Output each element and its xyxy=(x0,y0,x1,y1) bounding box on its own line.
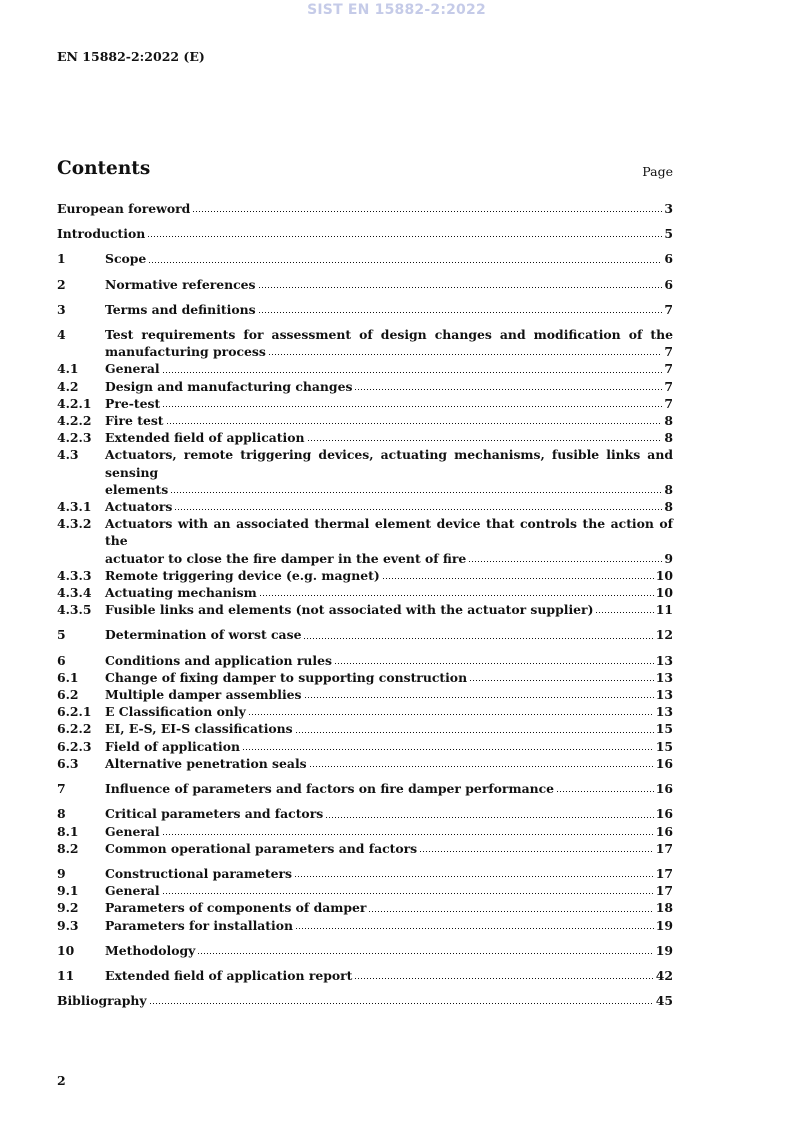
toc-entry[interactable] xyxy=(57,899,673,916)
toc-entry-number: 10 xyxy=(57,942,75,958)
toc-entry-number: 4.3.4 xyxy=(57,585,92,601)
toc-entry[interactable] xyxy=(57,865,673,882)
toc-entry-title: Common operational parameters and factors xyxy=(105,840,418,856)
toc-entry[interactable] xyxy=(57,780,673,797)
toc-entry-page: 13 xyxy=(655,687,673,703)
toc-entry-number: 1 xyxy=(57,251,66,267)
page-column-label: Page xyxy=(642,164,673,179)
toc-entry[interactable] xyxy=(57,395,673,412)
toc-entry-page: 11 xyxy=(655,602,673,618)
toc-entry-page: 45 xyxy=(655,993,673,1009)
document-identifier: EN 15882-2:2022 (E) xyxy=(57,49,205,64)
toc-entry-number: 4.2.1 xyxy=(57,395,92,411)
toc-entry-number: 9.1 xyxy=(57,883,79,899)
dot-leader xyxy=(259,594,654,597)
toc-entry[interactable] xyxy=(57,360,673,377)
dot-leader xyxy=(149,1002,654,1005)
toc-entry-page: 8 xyxy=(664,413,673,429)
toc-entry-title: European foreword xyxy=(57,201,191,216)
toc-entry-number: 8.2 xyxy=(57,840,79,856)
toc-entry-title: Critical parameters and factors xyxy=(105,806,324,822)
toc-entry-title: Fire test xyxy=(105,413,164,429)
toc-entry-title: Pre-test xyxy=(105,395,161,411)
toc-entry-page: 17 xyxy=(655,840,673,856)
dot-leader xyxy=(162,892,654,895)
toc-entry-page: 16 xyxy=(655,781,673,797)
toc-entry[interactable] xyxy=(57,942,673,959)
toc-entry-page: 6 xyxy=(664,251,673,267)
toc-entry-title-line: Actuators, remote triggering devices, actuating mechanisms, fusible links and sensing xyxy=(105,447,673,480)
toc-entry-number: 6.2.2 xyxy=(57,721,92,737)
toc-entry-title: Normative references xyxy=(105,276,256,292)
dot-leader xyxy=(382,577,654,580)
toc-entry-page: 12 xyxy=(655,627,673,643)
toc-entry-page: 13 xyxy=(655,704,673,720)
toc-entry-page: 7 xyxy=(664,395,673,411)
toc-entry-number: 8.1 xyxy=(57,823,79,839)
dot-leader xyxy=(248,713,654,716)
toc-entry[interactable] xyxy=(57,429,673,446)
toc-entry[interactable] xyxy=(57,703,673,720)
toc-entry-title: Fusible links and elements (not associated with the actuator supplier) xyxy=(105,602,594,618)
toc-entry-page: 42 xyxy=(655,967,673,983)
toc-entry-page: 7 xyxy=(664,301,673,317)
dot-leader xyxy=(303,637,653,640)
toc-entry[interactable] xyxy=(57,446,673,498)
dot-leader xyxy=(258,286,663,289)
toc-entry-number: 6.2.1 xyxy=(57,704,92,720)
toc-entry[interactable] xyxy=(57,515,673,567)
dot-leader xyxy=(469,679,654,682)
toc-entry-title: Terms and definitions xyxy=(105,301,256,317)
toc-entry-title: Conditions and application rules xyxy=(105,652,332,668)
toc-entry[interactable] xyxy=(57,200,673,217)
toc-entry-page: 7 xyxy=(664,378,673,394)
toc-entry-title: Actuating mechanism xyxy=(105,585,257,601)
toc-entry-title: Extended field of application xyxy=(105,430,305,446)
toc-entry-title: Remote triggering device (e.g. magnet) xyxy=(105,567,380,583)
toc-entry[interactable] xyxy=(57,626,673,643)
toc-entry-number: 6.2.3 xyxy=(57,738,92,754)
toc-entry-page: 8 xyxy=(664,430,673,446)
toc-entry-title: actuator to close the fire damper in the event of fire xyxy=(105,550,467,566)
dot-leader xyxy=(166,422,663,425)
toc-entry-number: 4.2.2 xyxy=(57,413,92,429)
toc-entry[interactable] xyxy=(57,250,673,267)
toc-entry-page: 3 xyxy=(664,201,673,216)
toc-entry-title: Bibliography xyxy=(57,993,147,1009)
toc-entry-page: 13 xyxy=(655,652,673,668)
toc-entry-page: 16 xyxy=(655,806,673,822)
toc-entry-title: Parameters of components of damper xyxy=(105,900,367,916)
toc-entry-page: 13 xyxy=(655,669,673,685)
toc-entry[interactable] xyxy=(57,412,673,429)
dot-leader xyxy=(295,927,654,930)
toc-entry-page: 18 xyxy=(655,900,673,916)
toc-entry-page: 15 xyxy=(655,738,673,754)
table-of-contents xyxy=(57,200,673,1009)
dot-leader xyxy=(242,748,654,751)
toc-entry-page: 7 xyxy=(664,344,673,360)
toc-entry-title: EI, E-S, EI-S classifications xyxy=(105,721,293,737)
toc-entry-page: 19 xyxy=(655,917,673,933)
toc-entry-number: 9.2 xyxy=(57,900,79,916)
toc-entry[interactable] xyxy=(57,840,673,857)
toc-entry[interactable] xyxy=(57,720,673,737)
toc-entry[interactable] xyxy=(57,992,673,1009)
toc-entry-number: 4.2 xyxy=(57,378,79,394)
toc-entry-number: 11 xyxy=(57,967,75,983)
toc-entry-title: Field of application xyxy=(105,738,241,754)
toc-entry-page: 15 xyxy=(655,721,673,737)
dot-leader xyxy=(174,508,662,511)
toc-entry[interactable] xyxy=(57,967,673,984)
toc-entry-title: Constructional parameters xyxy=(105,865,293,881)
toc-entry[interactable] xyxy=(57,805,673,822)
toc-entry[interactable] xyxy=(57,882,673,899)
toc-entry-page: 5 xyxy=(664,226,673,242)
dot-leader xyxy=(354,388,662,391)
dot-leader xyxy=(192,210,662,213)
dot-leader xyxy=(304,696,654,699)
toc-entry-title: Extended field of application report xyxy=(105,967,353,983)
toc-entry[interactable] xyxy=(57,601,673,618)
dot-leader xyxy=(309,765,654,768)
toc-entry-title: E Classification only xyxy=(105,704,246,720)
dot-leader xyxy=(468,560,662,563)
toc-entry-number: 6.3 xyxy=(57,755,79,771)
toc-entry-page: 6 xyxy=(664,276,673,292)
toc-entry[interactable] xyxy=(57,755,673,772)
toc-entry-title: General xyxy=(105,361,160,377)
dot-leader xyxy=(197,952,653,955)
toc-entry[interactable] xyxy=(57,276,673,293)
toc-entry-title: Design and manufacturing changes xyxy=(105,378,353,394)
toc-entry-title: Influence of parameters and factors on fire damper performance xyxy=(105,781,555,797)
toc-entry-number: 4.2.3 xyxy=(57,430,92,446)
toc-entry[interactable] xyxy=(57,669,673,686)
toc-entry[interactable] xyxy=(57,652,673,669)
toc-entry-number: 7 xyxy=(57,781,66,797)
toc-entry-page: 8 xyxy=(664,499,673,515)
toc-entry-title: Parameters for installation xyxy=(105,917,294,933)
dot-leader xyxy=(258,311,663,314)
toc-entry[interactable] xyxy=(57,498,673,515)
toc-entry-page: 17 xyxy=(655,883,673,899)
toc-entry-page: 17 xyxy=(655,865,673,881)
toc-entry-number: 8 xyxy=(57,806,66,822)
toc-entry[interactable] xyxy=(57,301,673,318)
toc-entry-number: 4 xyxy=(57,327,66,343)
toc-entry-number: 4.3.1 xyxy=(57,499,92,515)
toc-entry-title-line: Test requirements for assessment of design changes and modification of the xyxy=(105,327,673,343)
toc-entry-title: Change of fixing damper to supporting construction xyxy=(105,669,468,685)
toc-entry[interactable] xyxy=(57,378,673,395)
toc-entry-title: Actuators xyxy=(105,499,173,515)
toc-entry-number: 6.2 xyxy=(57,687,79,703)
toc-entry-page: 10 xyxy=(655,585,673,601)
toc-entry-page: 19 xyxy=(655,942,673,958)
watermark: SIST EN 15882-2:2022 xyxy=(307,2,486,18)
dot-leader xyxy=(325,816,654,819)
toc-entry-title: Scope xyxy=(105,251,147,267)
toc-entry-number: 9 xyxy=(57,865,66,881)
dot-leader xyxy=(354,977,653,980)
toc-entry-page: 16 xyxy=(655,823,673,839)
toc-entry-title: Alternative penetration seals xyxy=(105,755,307,771)
toc-entry[interactable] xyxy=(57,326,673,360)
toc-entry[interactable] xyxy=(57,686,673,703)
toc-entry-title-line: Actuators with an associated thermal element device that controls the action of the xyxy=(105,516,673,549)
toc-entry-number: 5 xyxy=(57,627,66,643)
toc-entry-title: elements xyxy=(105,481,169,497)
toc-entry-page: 9 xyxy=(664,550,673,566)
toc-entry[interactable] xyxy=(57,823,673,840)
toc-entry-number: 4.3.3 xyxy=(57,567,92,583)
toc-entry-page: 16 xyxy=(655,755,673,771)
toc-entry[interactable] xyxy=(57,738,673,755)
toc-entry-number: 9.3 xyxy=(57,917,79,933)
toc-entry-title: Introduction xyxy=(57,226,146,242)
toc-entry-title: Determination of worst case xyxy=(105,627,302,643)
toc-entry-title: manufacturing process xyxy=(105,344,266,360)
dot-leader xyxy=(334,662,654,665)
toc-entry-title: General xyxy=(105,883,160,899)
toc-entry-title: Methodology xyxy=(105,942,196,958)
toc-entry[interactable] xyxy=(57,584,673,601)
toc-entry-number: 4.3.2 xyxy=(57,516,92,532)
dot-leader xyxy=(419,850,654,853)
dot-leader xyxy=(162,405,662,408)
dot-leader xyxy=(307,439,663,442)
toc-entry-number: 4.1 xyxy=(57,361,79,377)
toc-entry-number: 6 xyxy=(57,652,66,668)
dot-leader xyxy=(170,491,662,494)
contents-heading: Contents xyxy=(57,158,151,179)
toc-entry[interactable] xyxy=(57,917,673,934)
dot-leader xyxy=(147,235,662,238)
toc-entry-number: 4.3.5 xyxy=(57,602,92,618)
dot-leader xyxy=(148,261,662,264)
toc-entry[interactable] xyxy=(57,567,673,584)
dot-leader xyxy=(268,353,663,356)
toc-entry-number: 6.1 xyxy=(57,669,79,685)
toc-entry-page: 8 xyxy=(664,481,673,497)
toc-entry-page: 10 xyxy=(655,567,673,583)
toc-entry-page: 7 xyxy=(664,361,673,377)
dot-leader xyxy=(556,790,654,793)
dot-leader xyxy=(595,611,653,614)
toc-entry-number: 2 xyxy=(57,276,66,292)
toc-entry-number: 3 xyxy=(57,301,66,317)
dot-leader xyxy=(294,875,654,878)
toc-entry[interactable] xyxy=(57,225,673,242)
toc-entry-number: 4.3 xyxy=(57,447,79,463)
dot-leader xyxy=(368,910,653,913)
dot-leader xyxy=(162,371,663,374)
dot-leader xyxy=(162,833,654,836)
page-number: 2 xyxy=(57,1073,66,1088)
toc-entry-title: General xyxy=(105,823,160,839)
toc-entry-title: Multiple damper assemblies xyxy=(105,687,302,703)
dot-leader xyxy=(295,731,654,734)
